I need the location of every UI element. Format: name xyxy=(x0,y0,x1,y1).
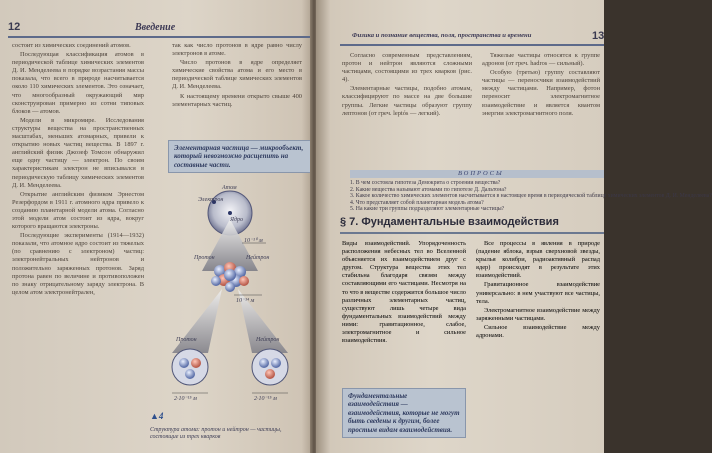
proton-sphere xyxy=(172,349,208,385)
right-col-4 xyxy=(476,240,600,341)
label-scale-neutron: 2·10⁻¹⁵ м xyxy=(254,396,277,402)
question-item: 1. В чем состояла гипотеза Демокрита о строении вещества? xyxy=(350,180,501,186)
paragraph: Все процессы в явления в природе (падение яблока, взрыв сверхновой звезды, крылья колибри, радиоактивный распад ядер) происходят в результате этих взаимодействий. xyxy=(476,240,600,280)
right-col-2 xyxy=(482,52,600,119)
label-proton: Протон xyxy=(194,255,215,261)
paragraph: Последующая классификация атомов в периодической таблице химических элементов Д. И. Менделеева в порядке возрастания массы показала, что всего в природе насчитывается около 110 химических элементов. Это означает, что многообразный окружающий мир сконструирован примерно из сотни типовых блоков — атомов. xyxy=(12,51,144,115)
figure-number: ▲4 xyxy=(150,411,164,421)
label-proton-2: Протон xyxy=(176,337,197,343)
right-col-3 xyxy=(342,240,466,346)
label-scale-proton: 2·10⁻¹⁵ м xyxy=(174,396,197,402)
label-scale-nucleus: 10⁻¹⁴ м xyxy=(236,298,255,304)
paragraph: Модели в микромире. Исследования структуры вещества на пространственных масштабах, меньших атомарных, привели к открытию новых частиц вещества. В 1897 г. английский физик Джозеф Томсон обнаружил еще одну частицу — электрон. По своим характеристикам электрон не вписывался в периодическую таблицу химических элементов Д. И. Менделеева. xyxy=(12,116,144,189)
header-rule-right xyxy=(340,44,604,46)
paragraph: Согласно современным представлениям, протон и нейтрон являются сложными частицами, состоящими из трех кварков (рис. 4). xyxy=(342,52,472,84)
definition-box-fundamental: Фундаментальные взаимодействия — взаимодействия, которые не могут быть сведены к другим, более простым видам взаимодействия. xyxy=(342,388,466,438)
paragraph: Виды взаимодействий. Упорядоченность расположения небесных тел во Вселенной объясняется их взаимодействием друг с другом. Структура вещества этих тел стабильна благодаря связям между составляющими его частицами. Несмотря на то что в веществе содержится большое число различных элементарных частиц, существуют лишь четыре вида фундаментальных взаимодействий между ними: гравитационное, слабое, электромагнитное и сильное взаимодействия. xyxy=(342,240,466,345)
paragraph: К настоящему времени открыто свыше 400 элементарных частиц. xyxy=(172,92,302,108)
paragraph: Гравитационное взаимодействие универсально: в нем участвуют все частицы, тела. xyxy=(476,281,600,305)
label-neutron: Нейтрон xyxy=(246,255,270,261)
question-item: 4. Что представляет собой планетарная модель атома? xyxy=(350,199,484,206)
paragraph: Элементарные частицы, подобно атомам, классифицируют по массе на две большие группы. Легкие частицы образуют группу лептонов (от греч. leptós — легкий). xyxy=(342,85,472,117)
right-col-1 xyxy=(342,52,472,119)
section-rule xyxy=(340,232,604,234)
right-page-header: Физика и познание вещества, поля, пространства и времени xyxy=(352,32,532,39)
paragraph: Последующие эксперименты (1914—1932) показали, что атомное ядро состоит из тяжелых (по сравнению с электроном) частиц: электронейтральных нейтронов и положительно заряженных протонов. Заряд протона равен по величине и противоположен по знаку отрицательному заряду электрона. В целом атом электронейтрален, xyxy=(12,232,144,296)
paragraph: Сильное взаимодействие между адронами. xyxy=(476,323,600,340)
label-atom: Атом xyxy=(222,185,237,191)
quark xyxy=(179,358,189,368)
questions-title: ВОПРОСЫ xyxy=(458,170,504,177)
paragraph: Тяжелые частицы относятся к группе адронов (от греч. hadros — сильный). xyxy=(482,52,600,68)
figure-number-value: 4 xyxy=(158,411,164,421)
question-item: 5. На какие три группы подразделяют элементарные частицы? xyxy=(350,206,505,212)
page-number-left: 12 xyxy=(8,21,21,33)
label-electron: Электрон xyxy=(198,197,224,203)
paragraph: Электромагнитное взаимодействие между заряженными частицами. xyxy=(476,306,600,322)
section-title: § 7. Фундаментальные взаимодействия xyxy=(340,216,559,228)
page-number-right: 13 xyxy=(592,30,605,42)
zoom-beam-proton xyxy=(172,289,222,353)
left-col-2 xyxy=(172,42,302,110)
paragraph: Число протонов в ядре определяет химические свойства атома и его место в периодической таблице химических элементов Д. И. Менделеева. xyxy=(172,59,302,91)
left-page-header: Введение xyxy=(135,22,176,33)
label-neutron-2: Нейтрон xyxy=(256,337,280,343)
neutron-sphere xyxy=(252,349,288,385)
left-page xyxy=(0,0,314,453)
question-item: 3. Какое количество химических элементов насчитывается в настоящее время в периодической таблице химических элементов Д. И. Менделеева? xyxy=(350,193,712,199)
quark xyxy=(191,358,201,368)
question-item: 2. Какие вещества называют атомами по гипотезе Д. Дальтона? xyxy=(350,186,507,193)
paragraph: состоит из химических соединений атомов. xyxy=(12,42,131,49)
quark xyxy=(185,369,195,379)
definition-box-elementary-particle: Элементарная частица — микрообъект, который невозможно расщепить на составные части. xyxy=(168,140,312,173)
paragraph: так как число протонов в ядре равно числу электронов в атоме. xyxy=(172,42,302,58)
paragraph: Особую (третью) группу составляют частицы — переносчики взаимодействий между частицами. Например, фотон переносит электромагнитное взаимодействие и является квантом энергии электромагнитного поля. xyxy=(482,69,600,117)
left-col-1 xyxy=(12,42,144,298)
label-nucleus: Ядро xyxy=(230,217,243,223)
figure-caption: Структура атома: протон и нейтрон — частицы, состоящие из трех кварков xyxy=(150,427,282,440)
nucleus-dot xyxy=(228,211,232,215)
header-rule-left xyxy=(8,36,310,38)
paragraph: Открытие английским физиком Эрнестом Резерфордом в 1911 г. атомного ядра привело к созданию планетарной модели атома. Согласно этой модели атом состоит из ядра, вокруг которого вращаются электроны. xyxy=(12,190,144,231)
quark xyxy=(265,369,275,379)
label-scale-atom: 10⁻¹⁰ м xyxy=(244,238,263,244)
atom-structure-figure xyxy=(150,185,310,425)
quark xyxy=(271,358,281,368)
quark xyxy=(259,358,269,368)
